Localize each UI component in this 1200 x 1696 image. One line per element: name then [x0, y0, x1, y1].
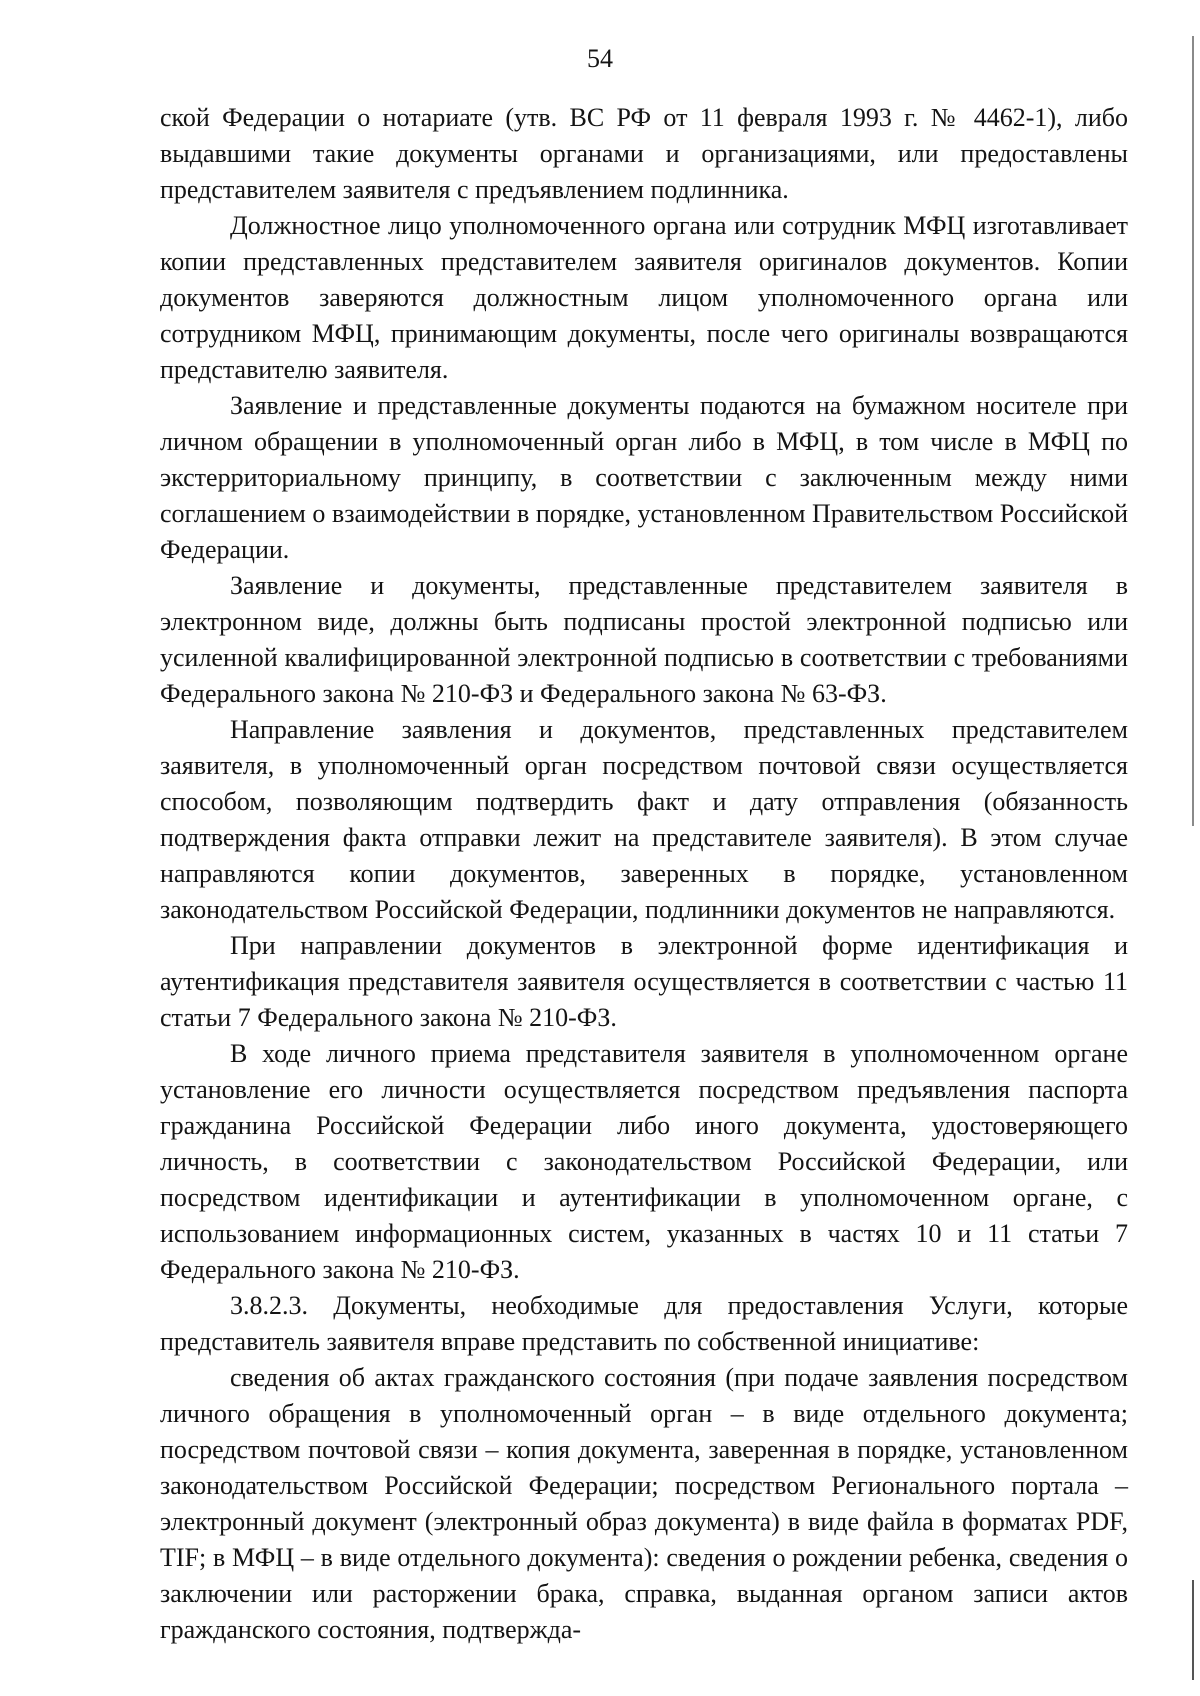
- document-body: [160, 100, 1128, 1648]
- paragraph-section-3-8-2-3: 3.8.2.3. Документы, необходимые для предоставления Услуги, которые представитель заявителя вправе представить по собственной инициативе:: [160, 1291, 1128, 1356]
- page-number: 54: [587, 44, 613, 73]
- scan-edge-line: [1192, 36, 1194, 826]
- paragraph-postal-submission: Направление заявления и документов, представленных представителем заявителя, в уполномоченный орган посредством почтовой связи осуществляется способом, позволяющим подтвердить факт и дату отправления (обязанность подтверждения факта отправки лежит на представителе заявителя). В этом случае направляются копии документов, заверенных в порядке, установленном законодательством Российской Федерации, подлинники документов не направляются.: [160, 715, 1128, 924]
- paragraph-electronic-identification: При направлении документов в электронной форме идентификация и аутентификация представителя заявителя осуществляется в соответствии с частью 11 статьи 7 Федерального закона № 210-ФЗ.: [160, 931, 1128, 1032]
- scan-edge-line: [1192, 1580, 1194, 1680]
- paragraph-paper-submission: Заявление и представленные документы подаются на бумажном носителе при личном обращении в уполномоченный орган либо в МФЦ, в том числе в МФЦ по экстерриториальному принципу, в соответствии с заключенным между ними соглашением о взаимодействии в порядке, установленном Правительством Российской Федерации.: [160, 391, 1128, 564]
- paragraph-continuation: ской Федерации о нотариате (утв. ВС РФ от 11 февраля 1993 г. № 4462-1), либо выдавшими такие документы органами и организациями, или предоставлены представителем заявителя с предъявлением подлинника.: [160, 103, 1128, 204]
- paragraph-electronic-signature: Заявление и документы, представленные представителем заявителя в электронном виде, должны быть подписаны простой электронной подписью или усиленной квалифицированной электронной подписью в соответствии с требованиями Федерального закона № 210-ФЗ и Федерального закона № 63-ФЗ.: [160, 571, 1128, 708]
- paragraph-personal-reception: В ходе личного приема представителя заявителя в уполномоченном органе установление его личности осуществляется посредством предъявления паспорта гражданина Российской Федерации либо иного документа, удостоверяющего личность, в соответствии с законодательством Российской Федерации, или посредством идентификации и аутентификации в уполномоченном органе, с использованием информационных систем, указанных в частях 10 и 11 статьи 7 Федерального закона № 210-ФЗ.: [160, 1039, 1128, 1284]
- paragraph-civil-status-records: сведения об актах гражданского состояния (при подаче заявления посредством личного обращения в уполномоченный орган – в виде отдельного документа; посредством почтовой связи – копия документа, заверенная в порядке, установленном законодательством Российской Федерации; посредством Регионального портала – электронный документ (электронный образ документа) в виде файла в форматах PDF, TIF; в МФЦ – в виде отдельного документа): сведения о рождении ребенка, сведения о заключении или расторжении брака, справка, выданная органом записи актов гражданского состояния, подтвержда-: [160, 1363, 1128, 1644]
- paragraph-copies: Должностное лицо уполномоченного органа или сотрудник МФЦ изготавливает копии представленных представителем заявителя оригиналов документов. Копии документов заверяются должностным лицом уполномоченного органа или сотрудником МФЦ, принимающим документы, после чего оригиналы возвращаются представителю заявителя.: [160, 211, 1128, 384]
